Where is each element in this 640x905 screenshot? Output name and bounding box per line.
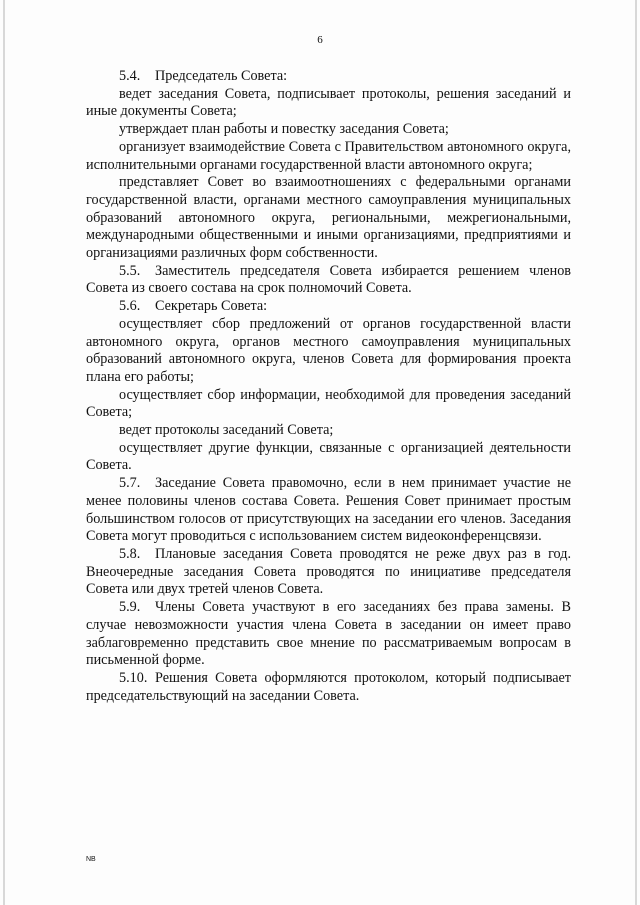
paragraph-text: Секретарь Совета: <box>155 298 268 315</box>
paragraph-number: 5.10. <box>119 669 148 686</box>
paragraph-text: Заседание Совета правомочно, если в нем принимает участие не менее половины членов состава Совета. Решения Совет принимает простым большинством голосов от присутствующих на заседании его членов. Заседания Совета могут проводиться с использованием систем видеоконференцсвязи. <box>86 475 571 545</box>
paragraph-text: Плановые заседания Совета проводятся не реже двух раз в год. Внеочередные заседания Совета проводятся по инициативе председателя Совета или двух третей членов Совета. <box>86 545 571 598</box>
paragraph-text: представляет Совет во взаимоотношениях с федеральными органами государственной власти, органами местного самоуправления муниципальных образований автономного округа, региональными, межрегиональными, международными общественными и иными организациями, предприятиями и организациями различных форм собственности. <box>86 174 571 262</box>
paragraph-text: Решения Совета оформляются протоколом, который подписывает председательствующий на заседании Совета. <box>86 669 571 704</box>
paragraph-number: 5.9. <box>119 599 141 616</box>
paragraph-number: 5.6. <box>119 298 141 315</box>
paragraph <box>86 139 571 174</box>
paragraph-number: 5.7. <box>119 475 141 492</box>
paragraph-text: организует взаимодействие Совета с Правительством автономного округа, исполнительными органами государственной власти автономного округа; <box>86 138 571 173</box>
document-body <box>86 68 571 705</box>
page-edge-right <box>635 0 637 905</box>
paragraph <box>86 121 571 139</box>
paragraph <box>86 86 571 121</box>
numbered-paragraph <box>86 546 571 599</box>
paragraph-text: ведет протоколы заседаний Совета; <box>119 422 334 439</box>
paragraph-number: 5.4. <box>119 68 141 84</box>
paragraph <box>86 174 571 263</box>
numbered-paragraph <box>86 68 571 86</box>
footer-code: NB <box>86 856 96 863</box>
paragraph-text: ведет заседания Совета, подписывает протоколы, решения заседаний и иные документы Совета; <box>86 85 571 120</box>
paragraph-number: 5.5. <box>119 262 141 279</box>
numbered-paragraph <box>86 475 571 546</box>
numbered-paragraph <box>86 670 571 705</box>
page-number: 6 <box>317 34 323 46</box>
paragraph <box>86 387 571 422</box>
page-edge-left <box>3 0 5 905</box>
paragraph-text: осуществляет сбор информации, необходимой для проведения заседаний Совета; <box>86 386 571 421</box>
numbered-paragraph <box>86 599 571 670</box>
paragraph-text: Заместитель председателя Совета избирается решением членов Совета из своего состава на срок полномочий Совета. <box>86 262 571 297</box>
numbered-paragraph <box>86 263 571 298</box>
paragraph-text: осуществляет другие функции, связанные с организацией деятельности Совета. <box>86 439 571 474</box>
paragraph <box>86 316 571 387</box>
paragraph-number: 5.8. <box>119 545 141 562</box>
paragraph-text: Члены Совета участвуют в его заседаниях без права замены. В случае невозможности участия члена Совета в заседании он имеет право заблаговременно представить свое мнение по рассматриваемым вопросам в письменной форме. <box>86 599 571 669</box>
paragraph-text: утверждает план работы и повестку заседания Совета; <box>119 121 449 138</box>
paragraph-text: Председатель Совета: <box>155 68 288 84</box>
paragraph <box>86 422 571 440</box>
paragraph-text: осуществляет сбор предложений от органов государственной власти автономного округа, органов местного самоуправления муниципальных образований автономного округа, членов Совета для формирования проекта плана его работы; <box>86 315 571 385</box>
numbered-paragraph <box>86 298 571 316</box>
paragraph <box>86 440 571 475</box>
